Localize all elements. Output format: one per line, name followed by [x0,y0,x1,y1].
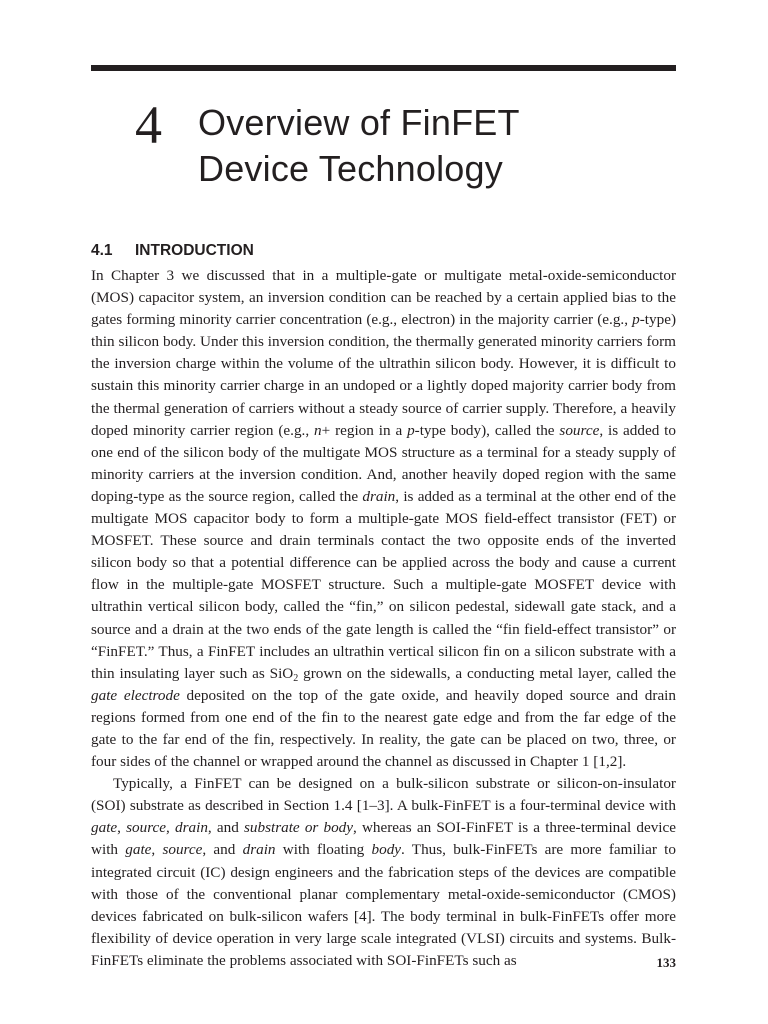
text-run: grown on the sidewalls, a conducting metal layer, called the [298,664,676,682]
italic-term: source [559,421,600,439]
text-run: , and [202,841,243,859]
text-run: , whereas an SOI-FinFET is a three-terminal device with [91,819,677,859]
subscript: 2 [293,672,299,684]
paragraph-2 [91,773,676,972]
section-title: INTRODUCTION [135,242,254,259]
italic-term: source [126,819,167,837]
italic-term: drain [175,819,208,837]
chapter-number: 4 [135,95,162,155]
italic-term: gate [125,841,152,859]
page-number: 133 [656,955,676,970]
text-run: , [117,819,127,837]
section-number: 4.1 [91,242,113,259]
body-text [91,265,676,972]
text-run: + region in a [321,421,408,439]
italic-term: source [162,841,203,859]
italic-term: p [407,421,415,439]
italic-term: p [632,311,640,329]
italic-term: gate [91,819,118,837]
chapter-top-rule [91,65,676,71]
italic-term: body [371,841,402,859]
paragraph-1 [91,265,676,773]
text-run: , is added to one end of the silicon body of the multigate MOS structure as a terminal for a steady supply of minority carriers at the inversion condition. And, another heavily doped region with the same doping-type as the source region, called the [91,421,676,505]
italic-term: substrate or body [243,819,353,837]
italic-term: n [314,421,322,439]
text-run: -type) thin silicon body. Under this inversion condition, the thermally generated minority carriers form the inversion charge within the volume of the ultrathin silicon body. However, it is difficult to sustain this minority carrier charge in an undoped or a lightly doped majority carrier body from the thermal generation of carriers without a steady source of carrier supply. Therefore, a heavily doped minority carrier region (e.g., [91,311,676,439]
italic-term: drain [242,841,276,859]
text-run: -type body), called the [414,421,560,439]
text-run: , [166,819,175,837]
text-run: . Thus, bulk-FinFETs are more familiar to integrated circuit (IC) design engineers and the fabrication steps of the devices are compatible with those of the conventional planar complementary metal-oxide-semiconductor (CMOS) devices fabricated on bulk-silicon wafers [4]. The body terminal in bulk-FinFETs offer more flexibility of device operation in very large scale integrated (VLSI) circuits and systems. Bulk-FinFETs eliminate the problems associated with SOI-FinFETs such as [91,841,676,969]
text-run: In Chapter 3 we discussed that in a multiple-gate or multigate metal-oxide-semiconductor (MOS) capacitor system, an inversion condition can be reached by a certain applied bias to the gates forming minority carrier concentration (e.g., electron) in the majority carrier (e.g., [91,267,676,329]
text-run: with floating [275,841,372,859]
text-run: , [151,841,163,859]
italic-term: gate electrode [91,686,180,704]
text-run: , and [207,819,244,837]
section-heading [91,240,254,262]
text-run: deposited on the top of the gate oxide, and heavily doped source and drain regions formed from one end of the fin to the nearest gate edge and from the far edge of the gate to the far end of the fin, respectively. In reality, the gate can be placed on two, three, or four sides of the channel or wrapped around the channel as discussed in Chapter 1 [1,2]. [91,686,676,771]
text-run: Typically, a FinFET can be designed on a bulk-silicon substrate or silicon-on-insulator (SOI) substrate as described in Section 1.4 [1–3]. A bulk-FinFET is a four-terminal device with [91,775,676,815]
italic-term: drain [362,487,396,505]
chapter-title [198,100,520,192]
text-run: , is added as a terminal at the other end of the multigate MOS capacitor body to form a multiple-gate MOS field-effect transistor (FET) or MOSFET. These source and drain terminals contact the two opposite ends of the inverted silicon body so that a potential difference can be applied across the body and cause a current flow in the multiple-gate MOSFET structure. Such a multiple-gate MOSFET device with ultrathin vertical silicon body, called the “fin,” on silicon pedestal, sidewall gate stack, and a source and a drain at the two ends of the gate length is called the “fin field-effect transistor” or “FinFET.” Thus, a FinFET includes an ultrathin vertical silicon fin on a silicon substrate with a thin insulating layer such as SiO [91,487,676,682]
chapter-title-line-2: Device Technology [198,148,503,189]
chapter-title-line-1: Overview of FinFET [198,102,520,143]
